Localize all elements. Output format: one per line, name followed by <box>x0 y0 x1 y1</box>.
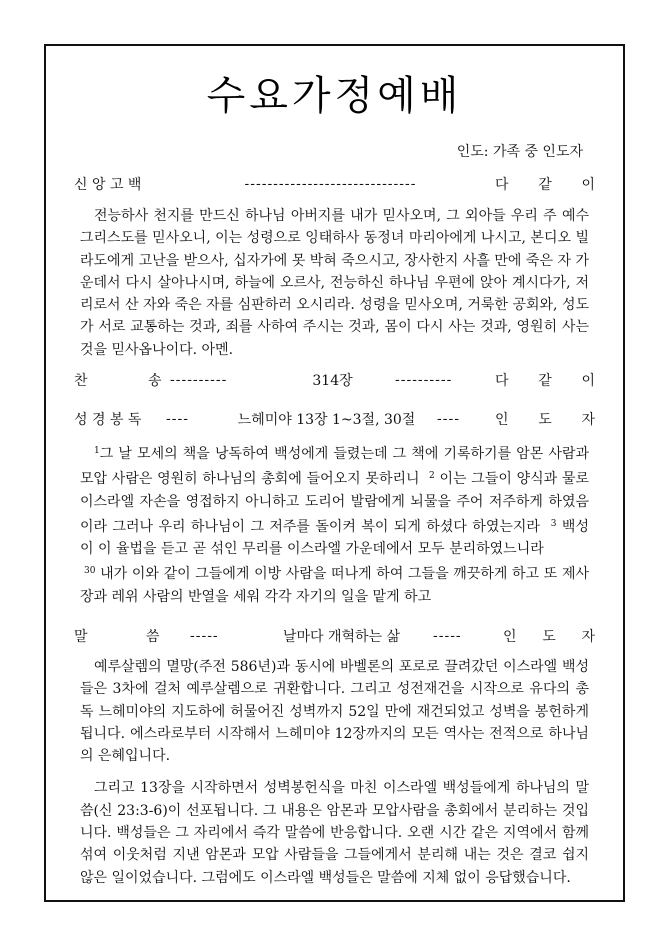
creed-dashes: ------------------------------ <box>244 176 417 192</box>
scripture-verses-1-3 <box>80 440 589 560</box>
scripture-reference: 느헤미야 13장 1~3절, 30절 <box>237 412 416 428</box>
scripture-row <box>74 409 595 429</box>
leader-note: 인도: 가족 중 인도자 <box>456 144 583 160</box>
sermon-row <box>74 626 595 646</box>
by-char: 도 <box>538 412 552 428</box>
sermon-paragraph: 예루살렘의 멸망(주전 586년)과 동시에 바벨론의 포로로 끌려갔던 이스라엘 백성들은 3차에 걸처 예루살렘으로 귀환합니다. 그리고 성전재건을 시작으로 유다의 총독 느헤미야의 지도하에 허물어진 성벽까지 52일 만에 재건되었고 성벽을 봉헌하게 됩니다. 에스라로부터 시작해서 느헤미야 12장까지의 모든 역사는 전적으로 하나님의 은혜입니다. <box>80 659 589 765</box>
sermon-text-block <box>80 656 589 889</box>
hymn-label-1: 찬 <box>74 373 88 389</box>
hymn-by <box>495 370 595 390</box>
by-char: 이 <box>581 177 595 193</box>
by-char: 자 <box>581 629 595 645</box>
hymn-number: 314장 <box>312 373 353 389</box>
bulletin-frame <box>44 44 625 902</box>
sermon-title: 날마다 개혁하는 삶 <box>282 629 401 645</box>
scripture-dashes-right: ---- <box>437 411 460 427</box>
by-char: 같 <box>538 373 552 389</box>
hymn-dashes-left: ---------- <box>170 372 228 388</box>
hymn-dashes-right: ---------- <box>395 372 453 388</box>
scripture-verse-30 <box>80 560 589 608</box>
verse-text: 내가 이와 같이 그들에게 이방 사람을 떠나게 하여 그들을 깨끗하게 하고 또 제사장과 레위 사람의 반열을 세워 각각 자기의 일을 맡게 하고 <box>80 566 590 605</box>
verse-number: 3 <box>550 518 557 529</box>
verse-text: 이는 그들이 양식과 물로 이스라엘 자손을 영접하지 아니하고 도리어 발람에게 뇌물을 주어 저주하게 하였음이라 그러나 우리 하나님이 그 저주를 돌이켜 복이 되게 하셨다 하였는지라 <box>80 471 589 535</box>
by-char: 자 <box>581 412 595 428</box>
sermon-dashes-right: ----- <box>433 628 462 644</box>
creed-header <box>74 174 595 194</box>
creed-label: 신 앙 고 백 <box>74 177 142 193</box>
scripture-dashes-left: ---- <box>166 411 189 427</box>
sermon-dashes-left: ----- <box>190 628 219 644</box>
by-char: 인 <box>495 412 509 428</box>
by-char: 인 <box>503 629 517 645</box>
scripture-label: 성 경 봉 독 <box>74 412 142 428</box>
hymn-label-2: 송 <box>148 373 162 389</box>
verse-number: 30 <box>84 566 96 577</box>
verse-text: 그 날 모세의 책을 낭독하여 백성에게 들렸는데 그 책에 기록하기를 암몬 사람과 모압 사람은 영원히 하나님의 총회에 들어오지 못하리니 <box>80 446 589 488</box>
verse-number: 2 <box>429 471 435 482</box>
by-char: 다 <box>495 373 509 389</box>
sermon-label-2: 씀 <box>146 629 160 645</box>
sermon-paragraph: 그리고 13장을 시작하면서 성벽봉헌식을 마친 이스라엘 백성들에게 하나님의 말씀(신 23:3-6)이 선포됩니다. 그 내용은 암몬과 모압사람을 총회에서 분리하는 것입니다. 백성들은 그 자리에서 즉각 말씀에 반응합니다. 오랜 시간 같은 지역에서 함께 섞여 이웃처럼 지낸 암몬과 모압 사람들을 그들에게서 분리해 내는 것은 결코 쉽지 않은 일이었습니다. 그럼에도 이스라엘 백성들은 말씀에 지체 없이 응답했습니다. <box>80 780 589 886</box>
creed-text-block <box>80 205 589 361</box>
sermon-label-1: 말 <box>74 629 88 645</box>
scripture-by <box>495 409 595 429</box>
by-char: 같 <box>538 177 552 193</box>
hymn-row <box>74 370 595 390</box>
page-title: 수요가정예배 <box>206 73 463 119</box>
verse-number: 1 <box>94 446 100 456</box>
by-char: 도 <box>542 629 556 645</box>
by-char: 이 <box>581 373 595 389</box>
creed-by <box>495 174 595 194</box>
sermon-by <box>503 626 595 646</box>
verse-text: 백성이 이 율법을 듣고 곧 섞인 무리를 이스라엘 가운데에서 모두 분리하였느니라 <box>80 518 589 558</box>
by-char: 다 <box>495 177 509 193</box>
scripture-text-block <box>80 440 589 608</box>
creed-text: 전능하사 천지를 만드신 하나님 아버지를 내가 믿사오며, 그 외아들 우리 주 예수 그리스도를 믿사오니, 이는 성령으로 잉태하사 동정녀 마리아에게 나시고, 본디오 빌라도에게 고난을 받으사, 십자가에 못 박혀 죽으시고, 장사한지 사흘 만에 죽은 자 가운데서 다시 살아나시며, 하늘에 오르사, 전능하신 하나님 우편에 앉아 계시다가, 저리로서 산 자와 죽은 자를 심판하러 오시리라. 성령을 믿사오며, 거룩한 공회와, 성도가 서로 교통하는 것과, 죄를 사하여 주시는 것과, 몸이 다시 사는 것과, 영원히 사는 것을 믿사옵나이다. 아멘. <box>80 208 589 358</box>
